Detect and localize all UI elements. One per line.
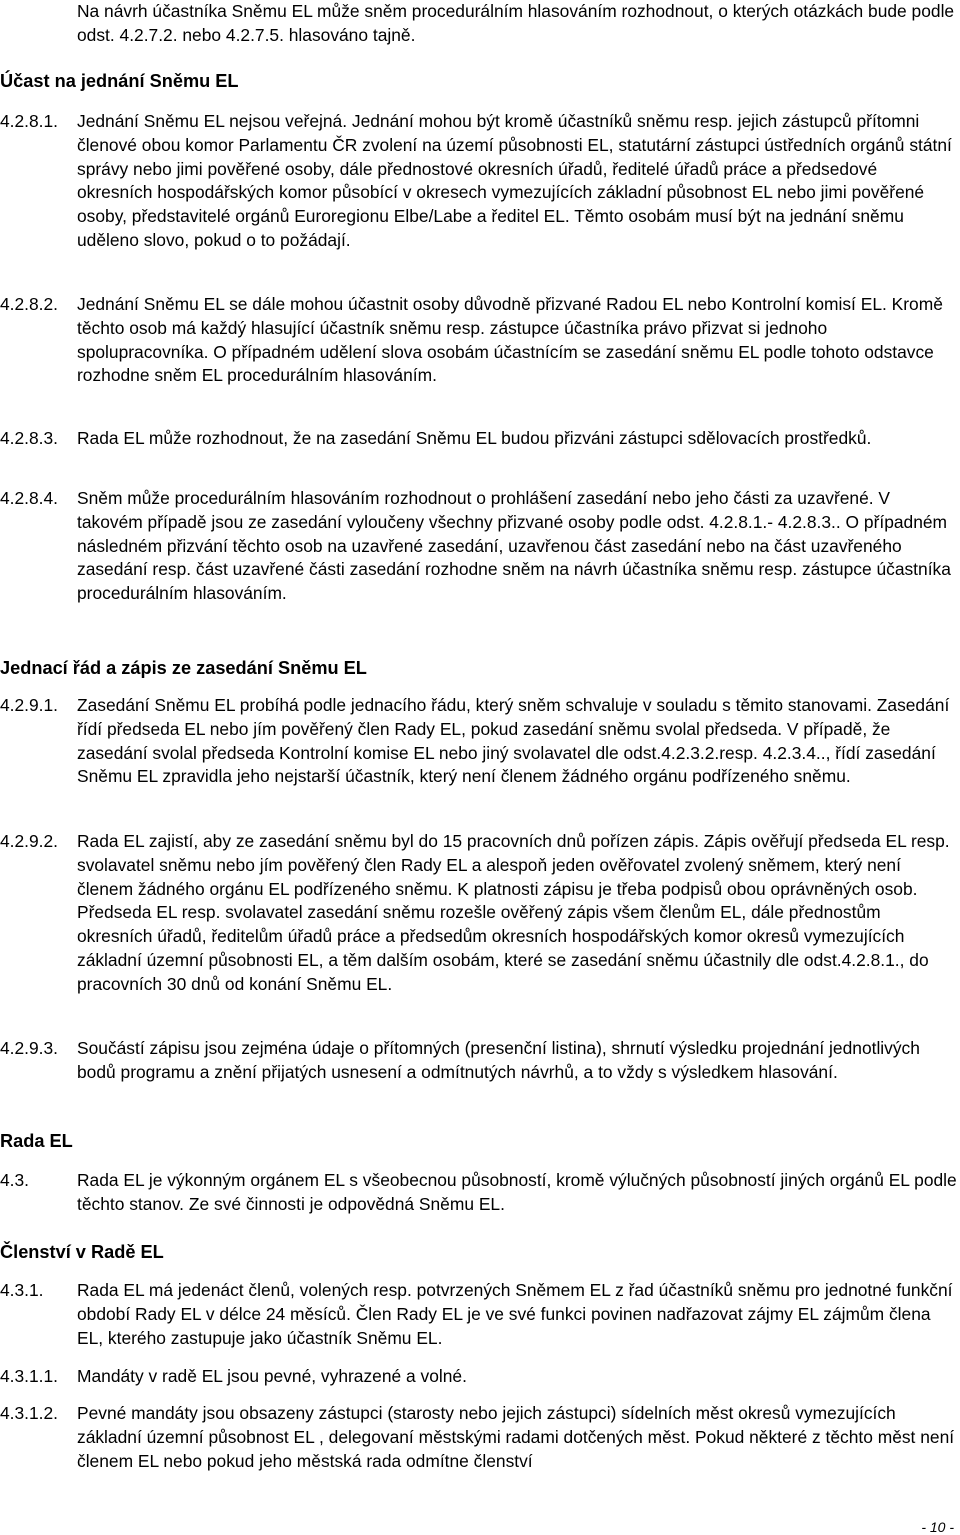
clause-text: Jednání Sněmu EL se dále mohou účastnit osoby důvodně přizvané Radou EL nebo Kontrolní komisí EL. Kromě těchto osob má každý hlasující účastník sněmu resp. zástupce účastníka právo přizvat si jednoho spolupracovníka. O případném udělení slova osobám účastnícím se zasedání sněmu EL podle tohoto odstavce rozhodne sněm EL procedurálním hlasováním. xyxy=(77,294,943,386)
clause-number: 4.3.1.1. xyxy=(0,1366,59,1386)
heading-clenstvi: Členství v Radě EL xyxy=(0,1242,164,1262)
clause-number: 4.3.1. xyxy=(0,1280,44,1300)
clause-number: 4.2.8.3. xyxy=(0,428,59,448)
clause-text: Rada EL je výkonným orgánem EL s všeobecnou působností, kromě výlučných působností jiných orgánů EL podle těchto stanov. Ze své činnosti je odpovědná Sněmu EL. xyxy=(77,1170,957,1214)
clause-text: Pevné mandáty jsou obsazeny zástupci (starosty nebo jejich zástupci) sídelních měst okresů vymezujících základní územní působnost EL , delegovaní městskými radami dotčených měst. Pokud některé z těchto měst není členem EL nebo pokud jeho městská rada odmítne členství xyxy=(77,1403,955,1471)
clause-text: Součástí zápisu jsou zejména údaje o přítomných (presenční listina), shrnutí výsledku projednání jednotlivých bodů programu a znění přijatých usnesení a odmítnutých návrhů, a to vždy s výsledkem hlasování. xyxy=(77,1038,920,1082)
clause-text: Sněm může procedurálním hlasováním rozhodnout o prohlášení zasedání nebo jeho části za uzavřené. V takovém případě jsou ze zasedání vyloučeny všechny přizvané osoby podle odst. 4.2.8.1.- 4.2.8.3.. O případném následném přizvání těchto osob na uzavřené zasedání, uzavřenou část zasedání nebo na část uzavřeného zasedání resp. část uzavřené části zasedání rozhodne sněm na návrh účastníka sněmu resp. zástupce účastníka procedurálním hlasováním. xyxy=(77,488,951,604)
clause-number: 4.3.1.2. xyxy=(0,1403,59,1423)
clause-number: 4.3. xyxy=(0,1170,30,1190)
clause-number: 4.2.9.2. xyxy=(0,831,59,851)
clause-text: Zasedání Sněmu EL probíhá podle jednacího řádu, který sněm schvaluje v souladu s těmito stanovami. Zasedání řídí předseda EL nebo jím pověřený člen Rady EL, pokud zasedání sněmu svolal předseda. V případě, že zasedání svolal předseda Kontrolní komise EL nebo jiný svolavatel dle odst.4.2.3.2.resp. 4.2.3.4.., řídí zasedání Sněmu EL zpravidla jeho nejstarší účastník, který není členem žádného orgánu podřízeného sněmu. xyxy=(77,695,950,787)
clause-number: 4.2.9.1. xyxy=(0,695,59,715)
heading-rada: Rada EL xyxy=(0,1131,73,1151)
clause-text: Rada EL má jedenáct členů, volených resp. potvrzených Sněmem EL z řad účastníků sněmu pro jednotné funkční období Rady EL v délce 24 měsíců. Člen Rady EL je ve své funkci povinen nadřazovat zájmy EL zájmům člena EL, kterého zastupuje jako účastník Sněmu EL. xyxy=(77,1280,953,1348)
heading-ucast: Účast na jednání Sněmu EL xyxy=(0,71,239,91)
intro-paragraph: Na návrh účastníka Sněmu EL může sněm procedurálním hlasováním rozhodnout, o kterých otázkách bude podle odst. 4.2.7.2. nebo 4.2.7.5. hlasováno tajně. xyxy=(77,1,955,45)
clause-text: Rada EL může rozhodnout, že na zasedání Sněmu EL budou přizváni zástupci sdělovacích prostředků. xyxy=(77,428,872,448)
clause-number: 4.2.8.4. xyxy=(0,488,59,508)
clause-number: 4.2.9.3. xyxy=(0,1038,59,1058)
heading-jednaci-rad: Jednací řád a zápis ze zasedání Sněmu EL xyxy=(0,658,367,678)
clause-text: Mandáty v radě EL jsou pevné, vyhrazené a volné. xyxy=(77,1366,467,1386)
clause-text: Rada EL zajistí, aby ze zasedání sněmu byl do 15 pracovních dnů pořízen zápis. Zápis ověřují předseda EL resp. svolavatel sněmu nebo jím pověřený člen Rady EL a alespoň jeden ověřovatel zvolený sněmem, který není členem žádného orgánu EL podřízeného sněmu. K platnosti zápisu je třeba podpisů obou oprávněných osob. Předseda EL resp. svolavatel zasedání sněmu rozešle ověřený zápis všem členům EL, dále přednostům okresních úřadů, ředitelům úřadů práce a předsedům okresních hospodářských komor okresů vymezujících základní územní působnosti EL, a těm dalším osobám, které se zasedání sněmu účastnily dle odst.4.2.8.1., do pracovních 30 dnů od konání Sněmu EL. xyxy=(77,831,950,994)
page-number: - 10 - xyxy=(921,1519,954,1535)
clause-text: Jednání Sněmu EL nejsou veřejná. Jednání mohou být kromě účastníků sněmu resp. jejich zástupců přítomni členové obou komor Parlamentu ČR zvolení na území působnosti EL, statutární zástupci ústředních orgánů státní správy nebo jimi pověřené osoby, dále přednostové okresních úřadů, ředitelé úřadů práce a předsedové okresních hospodářských komor působící v okresech vymezujících základní působnost EL nebo jimi pověřené osoby, představitelé orgánů Euroregionu Elbe/Labe a ředitel EL. Těmto osobám musí být na jednání sněmu uděleno slovo, pokud o to požádají. xyxy=(77,111,952,250)
clause-number: 4.2.8.2. xyxy=(0,294,59,314)
clause-number: 4.2.8.1. xyxy=(0,111,59,131)
